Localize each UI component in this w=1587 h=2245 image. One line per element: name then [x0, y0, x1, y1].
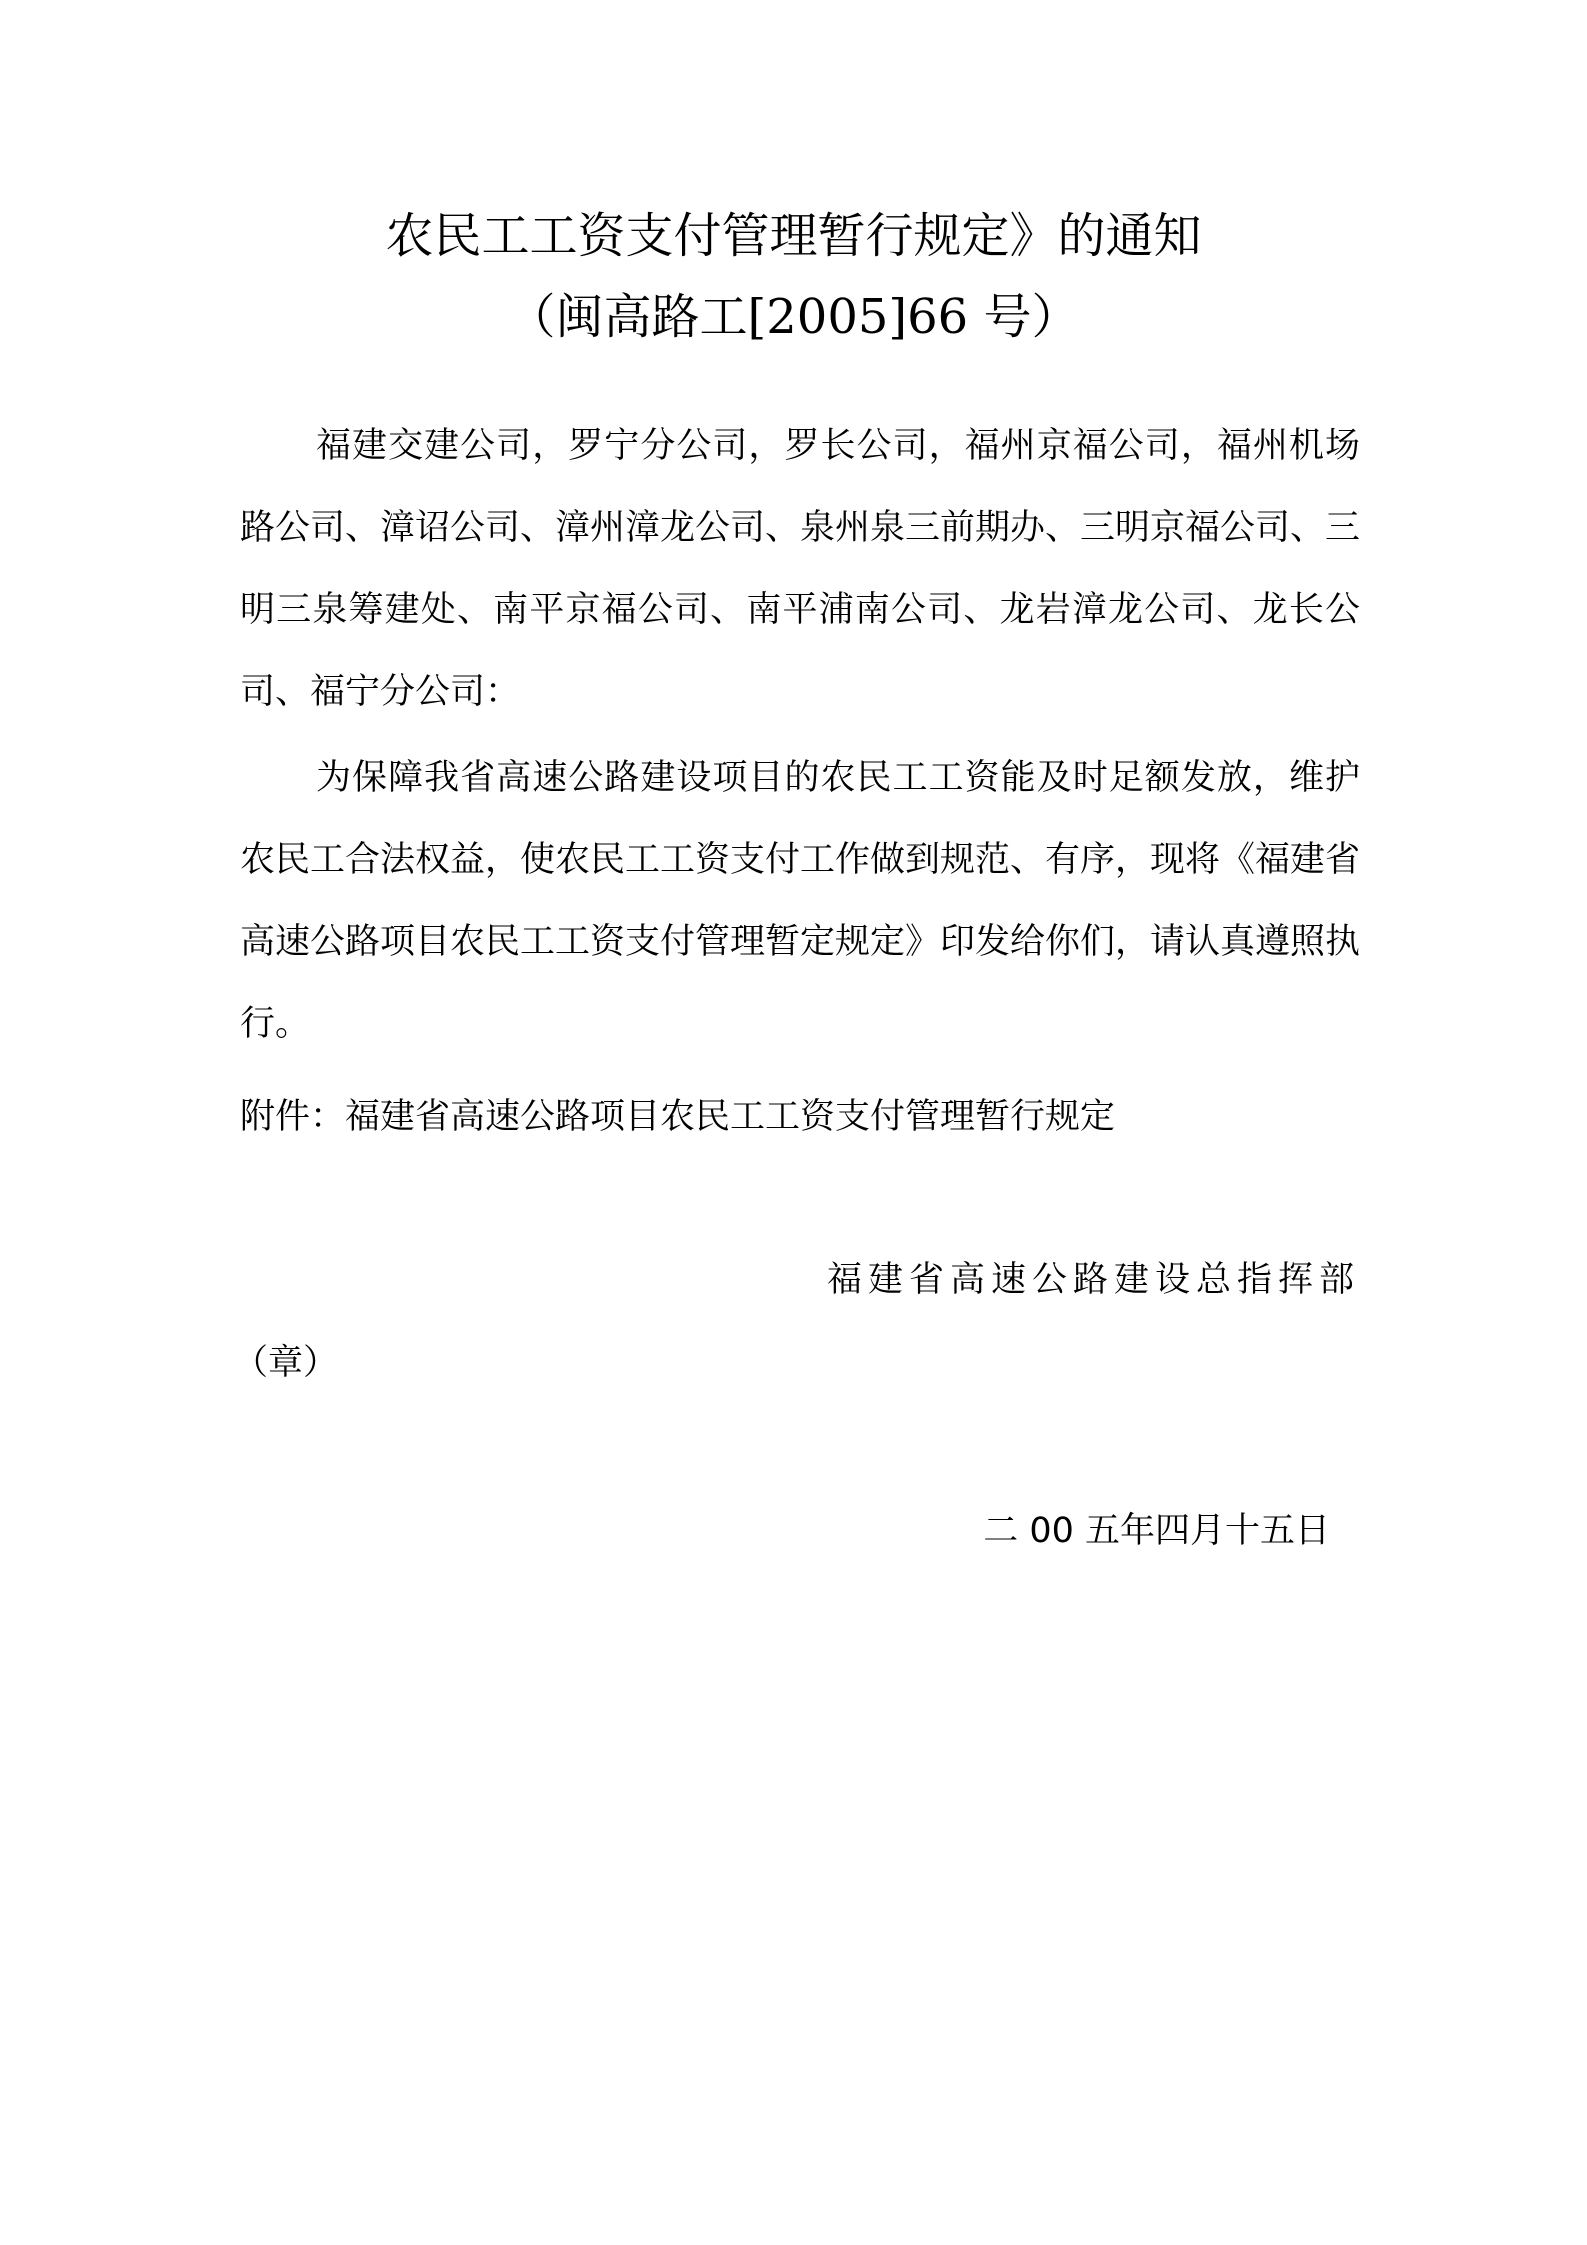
- document-number: （闽高路工[2005]66 号）: [507, 289, 1080, 345]
- attachment-line: 附件：福建省高速公路项目农民工工资支付管理暂行规定: [240, 1097, 1116, 1137]
- document-title: 农民工工资支付管理暂行规定》的通知: [385, 208, 1202, 264]
- issuer-signature: 福建省高速公路建设总指挥部: [826, 1260, 1360, 1300]
- issue-date: 二 00 五年四月十五日: [983, 1511, 1330, 1551]
- main-paragraph: 为保障我省高速公路建设项目的农民工工资能及时足额发放，维护农民工合法权益，使农民工工资支付工作做到规范、有序，现将《福建省高速公路项目农民工工资支付管理暂定规定》印发给你们，请认真遵照执行。: [240, 758, 1361, 1044]
- recipients-paragraph: 福建交建公司，罗宁分公司，罗长公司，福州京福公司，福州机场路公司、漳诏公司、漳州漳龙公司、泉州泉三前期办、三明京福公司、三明三泉筹建处、南平京福公司、南平浦南公司、龙岩漳龙公司、龙长公司、福宁分公司：: [240, 426, 1361, 712]
- seal-note: （章）: [233, 1343, 339, 1383]
